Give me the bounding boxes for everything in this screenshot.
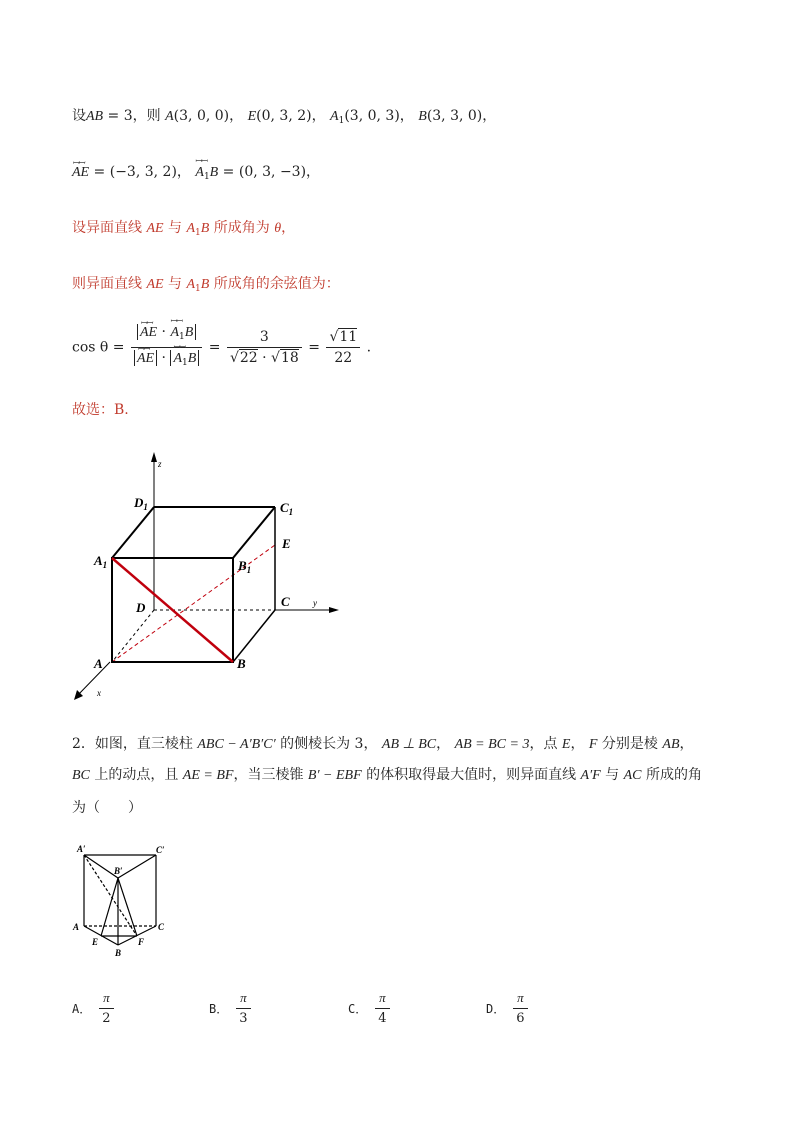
- hidden-edge-da: [112, 610, 154, 662]
- solution-line-4: [72, 274, 340, 299]
- label-c: C: [158, 922, 165, 932]
- option-d[interactable]: [486, 988, 530, 1029]
- theta: θ: [274, 221, 282, 236]
- sub: 1: [338, 116, 345, 126]
- coord-e: (0, 3, 2): [256, 108, 312, 124]
- label-b: B: [115, 948, 122, 958]
- point-b: B: [418, 109, 427, 124]
- option-num: π: [375, 988, 389, 1009]
- dot: ·: [157, 324, 171, 340]
- y-arrow: [329, 607, 339, 613]
- option-num: π: [513, 988, 527, 1009]
- option-label: C．: [348, 1002, 368, 1016]
- label-z: z: [158, 459, 162, 469]
- math-af: A′F: [580, 768, 601, 783]
- math-aebf: AE = BF: [182, 768, 234, 783]
- label-c: C: [281, 594, 290, 609]
- label-a1: $A_1$: [94, 553, 108, 570]
- vector-a1b-value: = (0, 3, −3)，: [218, 164, 321, 180]
- equals: =: [308, 339, 325, 356]
- sep: ，: [399, 108, 414, 124]
- text: ，: [436, 736, 455, 752]
- label-c1: $C_1$: [280, 500, 294, 517]
- math-ab: AB: [86, 109, 104, 124]
- option-label: A．: [72, 1002, 92, 1016]
- option-c[interactable]: [348, 988, 392, 1029]
- text: 上的动点，且: [89, 767, 183, 783]
- option-a[interactable]: [72, 988, 116, 1029]
- math-f: F: [588, 737, 598, 752]
- label-e: E: [92, 937, 99, 947]
- vec-ae: ꟷꟷ AE: [137, 349, 154, 369]
- text: 如图，直三棱柱: [94, 736, 198, 752]
- label-b1: $B_1$: [238, 558, 252, 575]
- label-d1: $D_1$: [134, 495, 148, 512]
- text: 与: [600, 767, 624, 783]
- edge-bc: [233, 610, 275, 662]
- sqrt-18: 18: [280, 350, 299, 366]
- equals: =: [208, 339, 225, 356]
- front-face: [112, 558, 233, 662]
- text: ，点: [529, 736, 562, 752]
- math-e: E: [561, 737, 571, 752]
- option-num: π: [236, 988, 250, 1009]
- label-e: E: [282, 536, 291, 551]
- math-a1: A: [186, 277, 196, 292]
- coord-b: (3, 3, 0): [426, 108, 483, 124]
- math-ac: AC: [623, 768, 642, 783]
- sqrt-22: 22: [239, 350, 258, 366]
- x-axis: [76, 662, 110, 697]
- math-ae: AE: [146, 277, 164, 292]
- label-a: A: [94, 656, 103, 671]
- cos-label: cos θ =: [72, 339, 129, 356]
- cosine-formula: [72, 322, 371, 373]
- label-ap: A′: [77, 844, 86, 854]
- edge-a1d1: [112, 507, 154, 558]
- point-e: E: [247, 109, 257, 124]
- option-den: 4: [378, 1011, 387, 1026]
- label-f: F: [138, 937, 145, 947]
- math-prism: ABC − A′B′C′: [197, 737, 276, 752]
- sep: ，: [229, 108, 244, 124]
- z-arrow: [151, 452, 157, 462]
- edge-bpe: [101, 878, 118, 936]
- coord-a: (3, 0, 0): [173, 108, 230, 124]
- sep: ，: [311, 108, 326, 124]
- edge-apf: [84, 855, 137, 936]
- line-a1b: [112, 558, 233, 662]
- sub: 1: [179, 332, 185, 342]
- vector-a1b-a: A: [195, 165, 204, 180]
- dot: ·: [157, 350, 171, 366]
- vector-ae-value: = (−3, 3, 2)，: [89, 164, 191, 180]
- sub: 1: [195, 228, 201, 238]
- vec-ae: ꟷꟷ AE: [140, 323, 157, 343]
- coord-a1: (3, 0, 3): [344, 108, 400, 124]
- math-b: B: [200, 277, 210, 292]
- text: 所成角的余弦值为：: [209, 276, 340, 292]
- vec-a1: A: [170, 325, 179, 340]
- question-2-line-2: [72, 765, 702, 786]
- option-den: 6: [516, 1011, 525, 1026]
- text: 与: [163, 276, 187, 292]
- label-bp: B′: [114, 866, 123, 876]
- text: 分别是棱: [597, 736, 663, 752]
- math-pyramid: B′ − EBF: [307, 768, 362, 783]
- numerator: 3: [227, 327, 302, 348]
- math-ab: AB: [662, 737, 680, 752]
- point-a: A: [165, 109, 174, 124]
- math-perp: AB ⊥ BC: [381, 737, 437, 752]
- sub: 1: [203, 172, 210, 182]
- text: 则异面直线: [72, 276, 147, 292]
- solution-line-1: [72, 106, 496, 131]
- label-cp: C′: [156, 845, 165, 855]
- math-ae: AE: [146, 221, 164, 236]
- fraction-3: $\frac{√11}{22}$: [326, 327, 360, 368]
- text: = 3，则: [103, 108, 166, 124]
- point-a1: A: [330, 109, 339, 124]
- math-a1: A: [186, 221, 196, 236]
- label-x: x: [97, 688, 101, 698]
- period: .: [366, 339, 372, 356]
- denominator: 22: [334, 350, 353, 366]
- edge-bc: [118, 926, 156, 945]
- text: 与: [163, 220, 187, 236]
- edge-bpcp: [118, 855, 156, 878]
- sep: ，: [482, 108, 497, 124]
- text: 的侧棱长为 3，: [275, 736, 382, 752]
- edge-apbp: [84, 855, 118, 878]
- label-b: B: [237, 656, 246, 671]
- math-bc: BC: [72, 768, 90, 783]
- text: ，: [679, 736, 694, 752]
- vector-a1b-b: B: [209, 165, 219, 180]
- option-label: D．: [486, 1002, 506, 1016]
- text: 设异面直线: [72, 220, 147, 236]
- option-den: 3: [239, 1011, 248, 1026]
- sqrt-11: 11: [339, 329, 358, 345]
- solution-line-2: [72, 162, 320, 187]
- edge-ab: [84, 926, 118, 945]
- label-d: D: [136, 600, 146, 615]
- label-a: A: [73, 922, 80, 932]
- option-b[interactable]: [209, 988, 253, 1029]
- vec-b: B: [187, 351, 197, 366]
- option-den: 2: [102, 1011, 111, 1026]
- math-b: B: [200, 221, 210, 236]
- text: 设: [72, 108, 86, 124]
- question-number: 2．: [72, 736, 95, 752]
- solution-line-3: [72, 218, 295, 243]
- text: 所成的角: [641, 767, 702, 783]
- x-arrow: [74, 690, 83, 700]
- fraction-2: $\frac{3}{√22 \cdot √18}$: [227, 327, 302, 368]
- sub: 1: [182, 358, 188, 368]
- dot: ·: [257, 350, 272, 366]
- edge-bpf: [118, 878, 137, 936]
- vec-a1: A: [173, 351, 182, 366]
- question-2-line-3: 为（ ）: [72, 800, 142, 816]
- text: 所成角为: [209, 220, 275, 236]
- math-eq: AB = BC = 3: [454, 737, 530, 752]
- label-y: y: [313, 598, 317, 608]
- edge-b1c1: [233, 507, 275, 558]
- text: 的体积取得最大值时，则异面直线: [361, 767, 581, 783]
- line-ae: [112, 545, 275, 662]
- text: ，当三棱锥: [233, 767, 308, 783]
- option-label: B．: [209, 1002, 229, 1016]
- question-2-line-1: [72, 734, 694, 755]
- option-num: π: [99, 988, 113, 1009]
- vector-ae: ꟷꟷ AE: [72, 163, 89, 183]
- text: ，: [570, 736, 589, 752]
- vec-b: B: [184, 325, 194, 340]
- text: ，: [281, 220, 296, 236]
- sub: 1: [195, 284, 201, 294]
- answer-line: 故选：B.: [72, 402, 129, 418]
- fraction-1: [131, 322, 202, 373]
